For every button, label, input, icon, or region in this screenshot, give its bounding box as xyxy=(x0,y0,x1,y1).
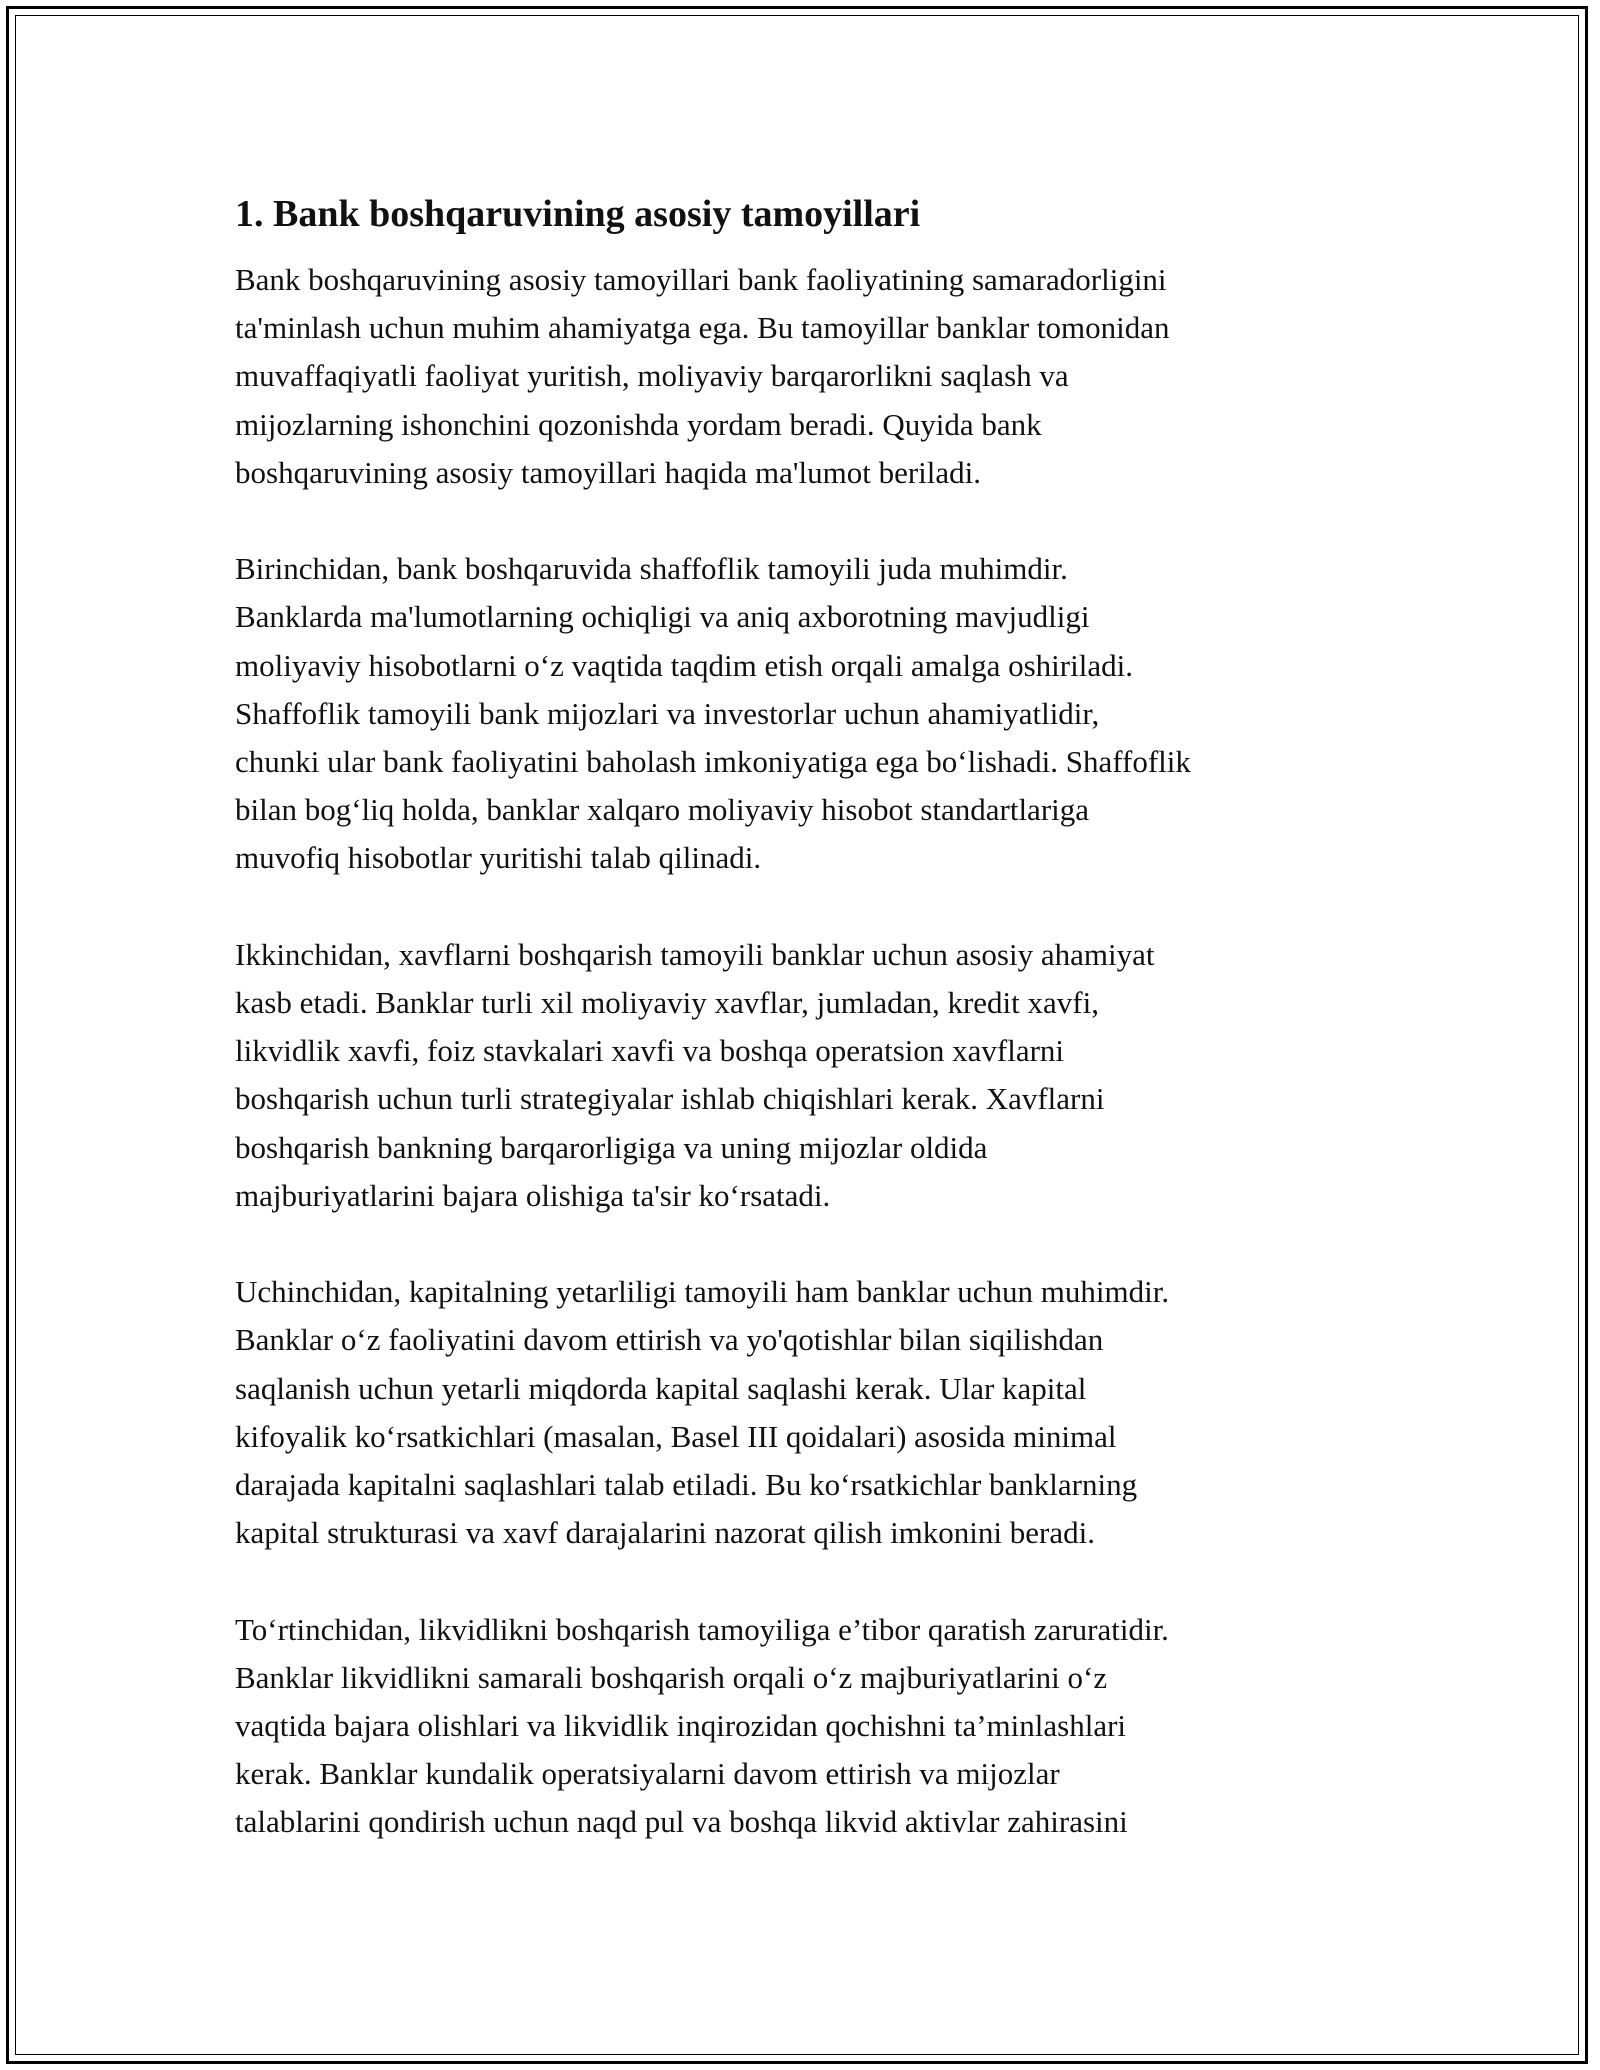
paragraph-line: bilan bog‘liq holda, banklar xalqaro moliyaviy hisobot standartlariga xyxy=(235,792,1090,828)
paragraph-line: Uchinchidan, kapitalning yetarliligi tamoyili ham banklar uchun muhimdir. xyxy=(235,1274,1170,1310)
paragraph-line: Banklar likvidlikni samarali boshqarish orqali o‘z majburiyatlarini o‘z xyxy=(235,1659,1108,1695)
paragraph-line: vaqtida bajara olishlari va likvidlik inqirozidan qochishni ta’minlashlari xyxy=(235,1708,1127,1744)
paragraph-line: majburiyatlarini bajara olishiga ta'sir ko‘rsatadi. xyxy=(235,1177,831,1213)
paragraph-line: Banklar o‘z faoliyatini davom ettirish va yo'qotishlar bilan siqilishdan xyxy=(235,1322,1104,1358)
paragraph-line: moliyaviy hisobotlarni o‘z vaqtida taqdim etish orqali amalga oshiriladi. xyxy=(235,647,1133,683)
paragraph-line: boshqarish bankning barqarorligiga va uning mijozlar oldida xyxy=(235,1129,988,1165)
paragraph-4 xyxy=(235,1268,1385,1557)
paragraph-line: muvofiq hisobotlar yuritishi talab qilinadi. xyxy=(235,840,762,876)
paragraph-line: Shaffoflik tamoyili bank mijozlari va investorlar uchun ahamiyatlidir, xyxy=(235,695,1100,731)
paragraph-line: Banklarda ma'lumotlarning ochiqligi va aniq axborotning mavjudligi xyxy=(235,599,1090,635)
paragraph-line: kasb etadi. Banklar turli xil moliyaviy xavflar, jumladan, kredit xavfi, xyxy=(235,985,1099,1021)
paragraph-line: Ikkinchidan, xavflarni boshqarish tamoyili banklar uchun asosiy ahamiyat xyxy=(235,936,1155,972)
paragraph-line: kifoyalik ko‘rsatkichlari (masalan, Basel III qoidalari) asosida minimal xyxy=(235,1418,1117,1454)
section-heading: 1. Bank boshqaruvining asosiy tamoyillari xyxy=(235,193,921,235)
paragraph-list xyxy=(235,256,1385,1847)
paragraph-line: Bank boshqaruvining asosiy tamoyillari bank faoliyatining samaradorligini xyxy=(235,262,1167,297)
paragraph-line: mijozlarning ishonchini qozonishda yordam beradi. Quyida bank xyxy=(235,406,1042,442)
paragraph-2 xyxy=(235,545,1385,882)
paragraph-line: Birinchidan, bank boshqaruvida shaffoflik tamoyili juda muhimdir. xyxy=(235,551,1068,587)
paragraph-line: To‘rtinchidan, likvidlikni boshqarish tamoyiliga e’tibor qaratish zaruratidir. xyxy=(235,1611,1169,1647)
paragraph-line: darajada kapitalni saqlashlari talab etiladi. Bu ko‘rsatkichlar banklarning xyxy=(235,1467,1138,1503)
paragraph-line: saqlanish uchun yetarli miqdorda kapital saqlashi kerak. Ular kapital xyxy=(235,1370,1087,1406)
paragraph-line: kapital strukturasi va xavf darajalarini nazorat qilish imkonini beradi. xyxy=(235,1515,1095,1551)
paragraph-line: kerak. Banklar kundalik operatsiyalarni davom ettirish va mijozlar xyxy=(235,1756,1060,1792)
paragraph-3 xyxy=(235,931,1385,1220)
paragraph-line: boshqaruvining asosiy tamoyillari haqida ma'lumot beriladi. xyxy=(235,454,981,490)
paragraph-line: muvaffaqiyatli faoliyat yuritish, moliyaviy barqarorlikni saqlash va xyxy=(235,358,1069,394)
paragraph-line: boshqarish uchun turli strategiyalar ishlab chiqishlari kerak. Xavflarni xyxy=(235,1081,1105,1117)
paragraph-line: ta'minlash uchun muhim ahamiyatga ega. Bu tamoyillar banklar tomonidan xyxy=(235,310,1170,346)
document-body xyxy=(235,186,1385,1847)
paragraph-5 xyxy=(235,1606,1385,1847)
paragraph-line: chunki ular bank faoliyatini baholash imkoniyatiga ega bo‘lishadi. Shaffoflik xyxy=(235,744,1191,780)
paragraph-line: talablarini qondirish uchun naqd pul va boshqa likvid aktivlar zahirasini xyxy=(235,1804,1128,1840)
paragraph-1 xyxy=(235,256,1385,497)
paragraph-line: likvidlik xavfi, foiz stavkalari xavfi va boshqa operatsion xavflarni xyxy=(235,1033,1065,1069)
